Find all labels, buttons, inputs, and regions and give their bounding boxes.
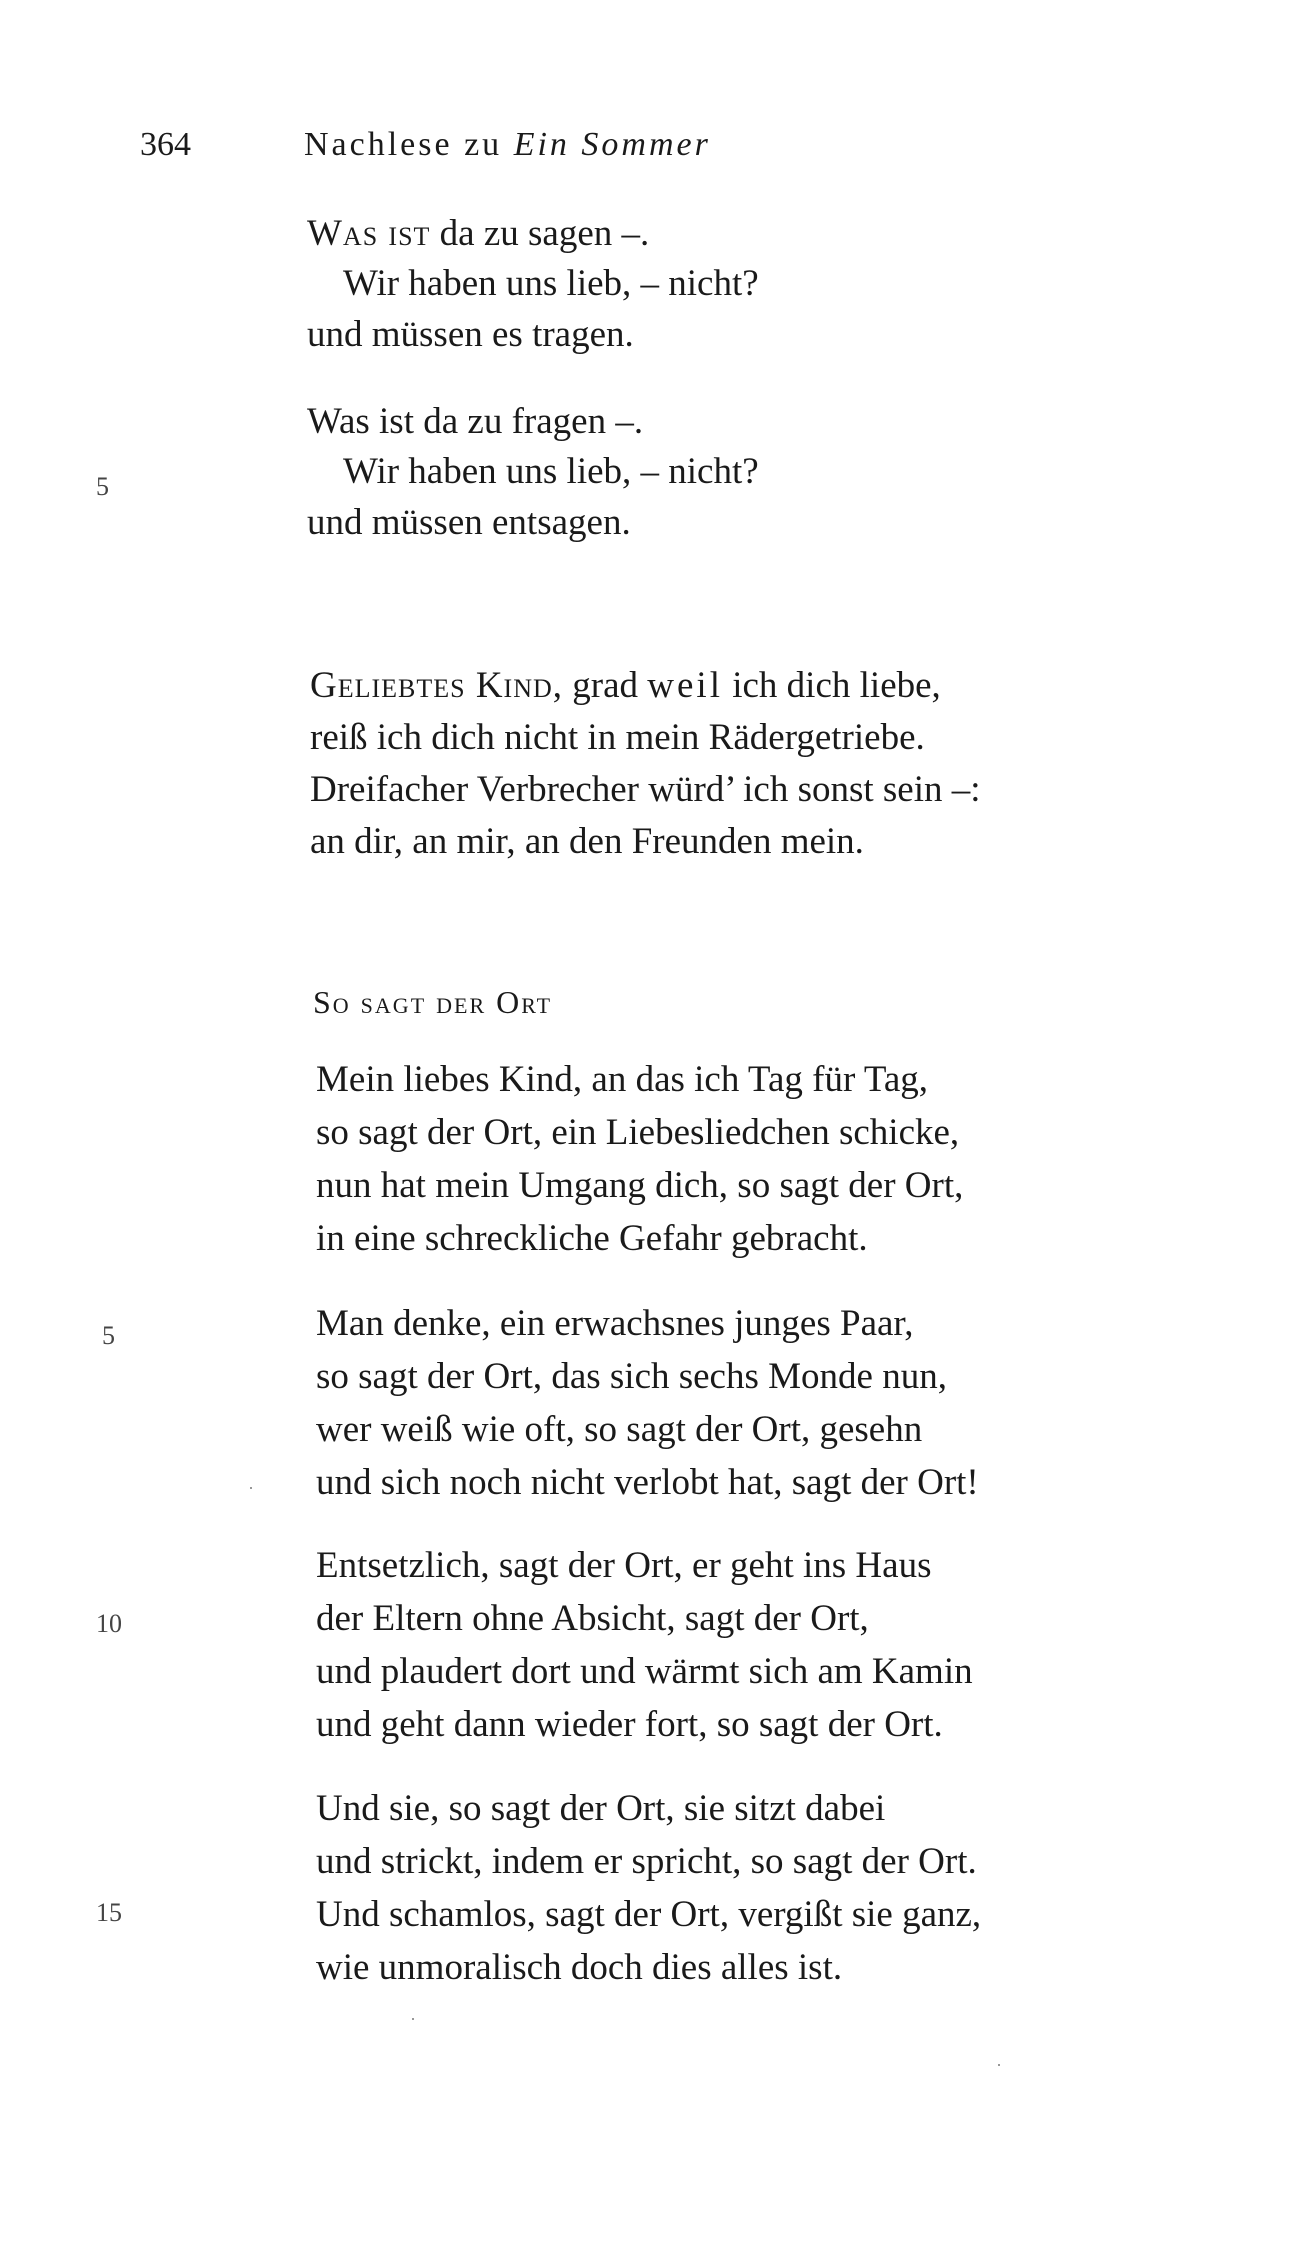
poem-line: so sagt der Ort, ein Liebesliedchen schicke, — [316, 1112, 960, 1153]
poem-line: Wir haben uns lieb, – nicht? — [343, 451, 759, 492]
section-label: Nachlese zu — [304, 126, 503, 163]
poem-line: und sich noch nicht verlobt hat, sagt der Ort! — [316, 1462, 979, 1503]
running-header — [140, 126, 711, 164]
poem-line: in eine schreckliche Gefahr gebracht. — [316, 1218, 868, 1259]
poem-line: Geliebtes Kind, grad weil ich dich liebe, — [310, 665, 941, 706]
poem-line: Mein liebes Kind, an das ich Tag für Tag, — [316, 1059, 929, 1100]
book-title: Ein Sommer — [513, 126, 711, 163]
poem-line: der Eltern ohne Absicht, sagt der Ort, — [316, 1598, 869, 1639]
poem-line: wer weiß wie oft, so sagt der Ort, gesehn — [316, 1409, 923, 1450]
poem-line: Wir haben uns lieb, – nicht? — [343, 263, 759, 304]
poem-line: wie unmoralisch doch dies alles ist. — [316, 1947, 843, 1988]
poem-line: Und schamlos, sagt der Ort, vergißt sie ganz, — [316, 1894, 982, 1935]
poem-line: Dreifacher Verbrecher würd’ ich sonst sein –: — [310, 769, 981, 810]
scan-speck — [250, 1487, 252, 1489]
poem-line: reiß ich dich nicht in mein Rädergetriebe. — [310, 717, 925, 758]
scan-speck — [998, 2064, 1000, 2066]
poem-line: Was ist da zu sagen –. — [307, 213, 650, 254]
line-number: 5 — [96, 472, 109, 501]
poem-line: nun hat mein Umgang dich, so sagt der Ort, — [316, 1165, 964, 1206]
page-number: 364 — [140, 126, 191, 163]
poem-line: und plaudert dort und wärmt sich am Kamin — [316, 1651, 973, 1692]
poem-line: Entsetzlich, sagt der Ort, er geht ins Haus — [316, 1545, 932, 1586]
poem-line: und strickt, indem er spricht, so sagt der Ort. — [316, 1841, 977, 1882]
poem-line: so sagt der Ort, das sich sechs Monde nun, — [316, 1356, 947, 1397]
poem-title: So sagt der Ort — [313, 984, 553, 1020]
poem-line: Was ist da zu fragen –. — [307, 401, 644, 442]
line-number: 5 — [102, 1321, 115, 1350]
poem-line: Man denke, ein erwachsnes junges Paar, — [316, 1303, 914, 1344]
incipit: Was ist — [307, 213, 431, 254]
poem-line: und geht dann wieder fort, so sagt der Ort. — [316, 1704, 943, 1745]
poem-line: Und sie, so sagt der Ort, sie sitzt dabei — [316, 1788, 886, 1829]
line-number: 10 — [96, 1609, 122, 1638]
incipit: Geliebtes Kind, — [310, 665, 564, 706]
scan-speck — [412, 2018, 414, 2020]
poem-line: und müssen entsagen. — [307, 502, 631, 543]
line-number: 15 — [96, 1898, 122, 1927]
poem-line: an dir, an mir, an den Freunden mein. — [310, 821, 864, 862]
poem-line: und müssen es tragen. — [307, 314, 634, 355]
